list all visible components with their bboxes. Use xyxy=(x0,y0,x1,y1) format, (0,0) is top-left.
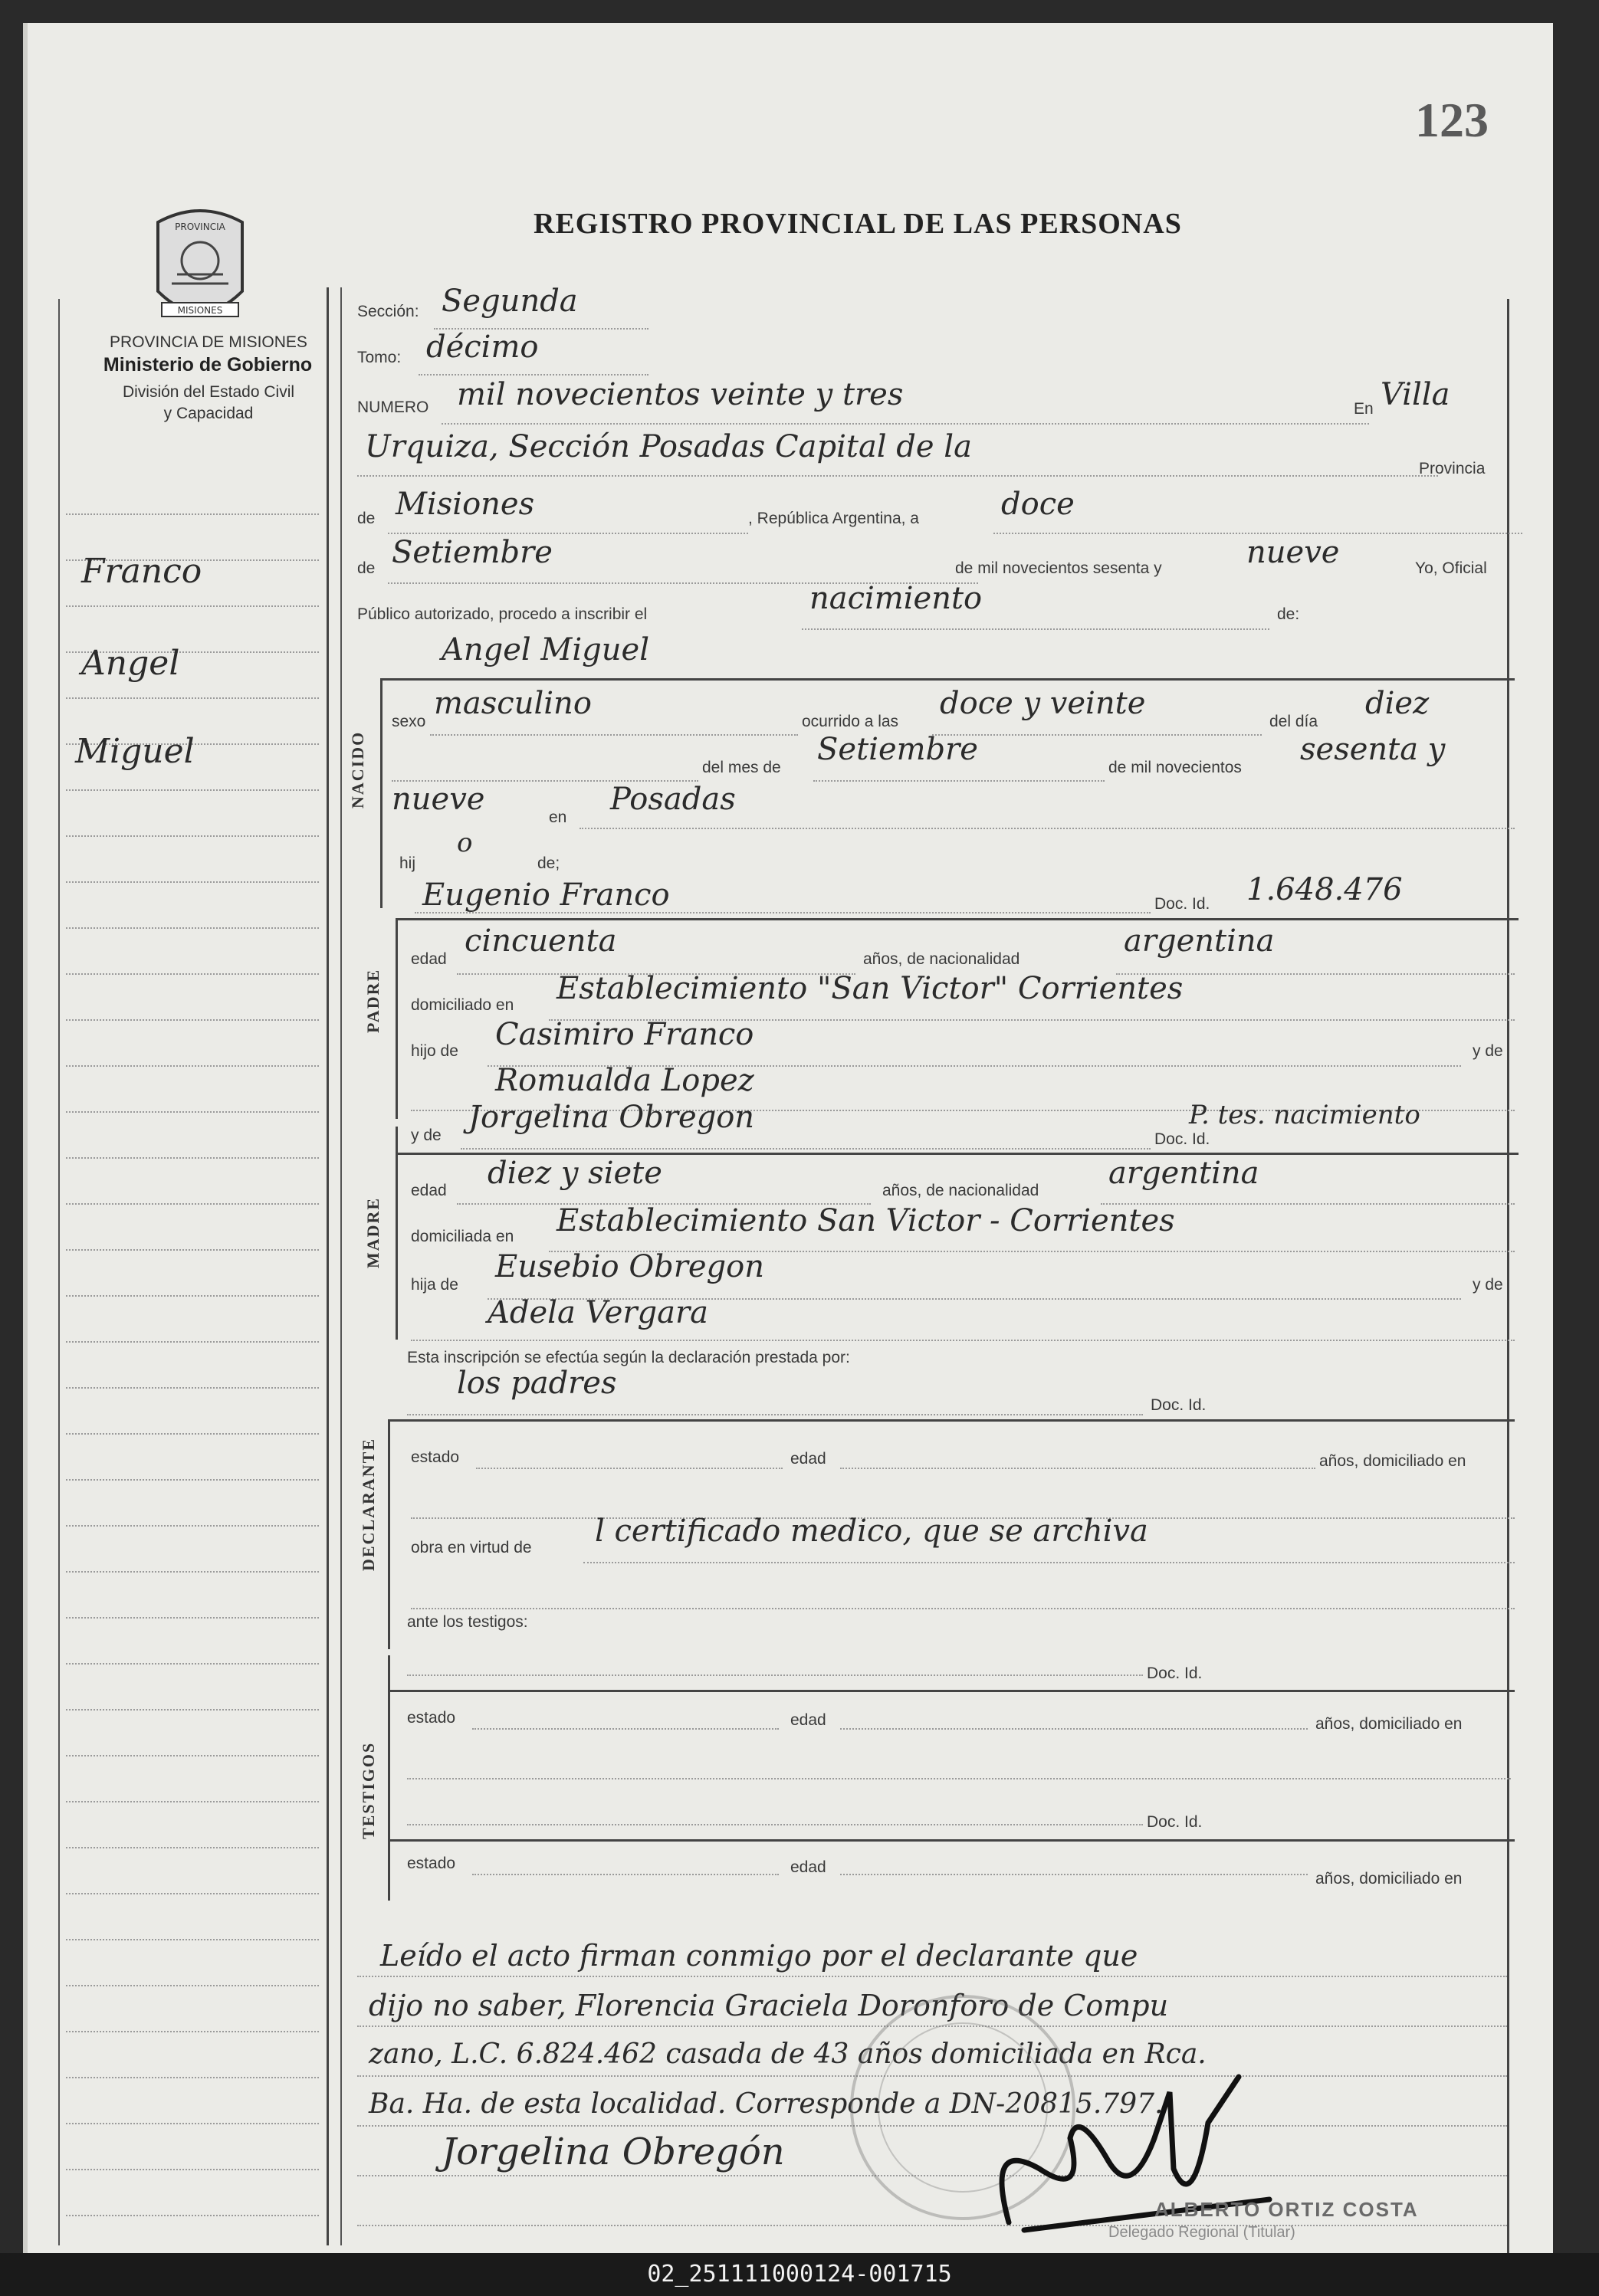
label-father-nac: años, de nacionalidad xyxy=(863,950,1020,968)
label-ocurrido: ocurrido a las xyxy=(802,713,899,730)
label-mother-hija: hija de xyxy=(411,1276,458,1294)
sidebar-name-1: Angel xyxy=(81,644,180,683)
madre-left-border xyxy=(396,1127,398,1340)
sidebar-ruled-line xyxy=(66,2215,319,2216)
signature-mother: Jorgelina Obregón xyxy=(442,2130,785,2173)
rule-mother-name xyxy=(461,1148,1151,1150)
label-father-doc: Doc. Id. xyxy=(1154,895,1210,913)
value-numero: mil novecientos veinte y tres xyxy=(457,377,904,412)
sidebar-ministry: Ministerio de Gobierno xyxy=(103,354,313,376)
sidebar-ruled-line xyxy=(66,697,319,699)
label-de-mil: de mil novecientos sesenta y xyxy=(955,559,1162,577)
label-mother-doc: Doc. Id. xyxy=(1154,1130,1210,1148)
value-month: Setiembre xyxy=(392,535,553,570)
mother-age: diez y siete xyxy=(488,1156,662,1191)
rule-tomo xyxy=(419,374,648,376)
label-de-2: de xyxy=(357,559,376,577)
sidebar-ruled-line xyxy=(66,1065,319,1067)
sidebar-ruled-line xyxy=(66,2031,319,2032)
sidebar-ruled-line xyxy=(66,513,319,515)
label-witness-2-estado: estado xyxy=(407,1855,456,1872)
rule-declarant-edad xyxy=(840,1468,1315,1469)
label-publico: Público autorizado, procedo a inscribir el xyxy=(357,605,648,623)
label-declarant-doc: Doc. Id. xyxy=(1151,1396,1207,1414)
closing-ruled-line xyxy=(357,1976,1507,1977)
declarante-left-border xyxy=(388,1419,390,1649)
rule-sex xyxy=(430,734,798,736)
label-father-dom: domiciliado en xyxy=(411,996,514,1014)
rule-declarant-by xyxy=(407,1414,1143,1415)
value-birth-day: diez xyxy=(1365,686,1430,721)
province-emblem xyxy=(143,199,258,337)
declarant-obra: l certificado medico, que se archiva xyxy=(595,1514,1148,1549)
label-hij: hij xyxy=(399,854,416,872)
value-day: doce xyxy=(1001,487,1075,522)
label-en: En xyxy=(1354,400,1374,418)
sidebar-ruled-line xyxy=(66,789,319,791)
rule-witness-2-edad xyxy=(840,1874,1308,1875)
sidebar-ruled-line xyxy=(66,1525,319,1527)
father-age: cincuenta xyxy=(465,923,617,959)
padre-top-line xyxy=(396,918,1519,920)
rule-obra xyxy=(583,1562,1515,1563)
mother-name: Jorgelina Obregon xyxy=(468,1100,755,1135)
value-hour: doce y veinte xyxy=(940,686,1146,721)
rule-declarant-estado xyxy=(476,1468,783,1469)
section-padre: PADRE xyxy=(363,968,383,1033)
rule-birth-place xyxy=(580,828,1515,829)
label-father-edad: edad xyxy=(411,950,447,968)
label-yo-oficial: Yo, Oficial xyxy=(1415,559,1487,577)
label-witness-2-dom: años, domiciliado en xyxy=(1315,1870,1463,1888)
rule-hour xyxy=(932,734,1262,736)
sidebar-division-1: División del Estado Civil xyxy=(122,383,295,401)
father-doc: 1.648.476 xyxy=(1246,872,1403,907)
rule-numero xyxy=(442,423,1369,425)
sidebar-name-2: Miguel xyxy=(75,732,195,771)
section-testigos: TESTIGOS xyxy=(359,1741,378,1839)
mother-parent-2: Adela Vergara xyxy=(488,1295,708,1330)
value-birth-year-2: nueve xyxy=(392,782,485,817)
testigos-mid-line xyxy=(388,1839,1515,1842)
label-father-y-de: y de xyxy=(1473,1042,1503,1060)
label-de-mil-nov: de mil novecientos xyxy=(1108,759,1242,776)
sidebar-ruled-line xyxy=(66,1709,319,1711)
value-hij-suffix: o xyxy=(457,828,473,858)
closing-line-1: Leído el acto firman conmigo por el declarante que xyxy=(380,1939,1138,1973)
sidebar-ruled-line xyxy=(66,927,319,929)
sidebar-ruled-line xyxy=(66,1111,319,1113)
closing-line-3: zano, L.C. 6.824.462 casada de 43 años domiciliada en Rca. xyxy=(369,2039,1207,2070)
sidebar-right-border xyxy=(327,287,329,2245)
sidebar-ruled-line xyxy=(66,1847,319,1848)
rule-birth-month xyxy=(813,780,1105,782)
value-seccion: Segunda xyxy=(442,284,578,319)
sidebar-ruled-line xyxy=(66,2077,319,2078)
father-name: Eugenio Franco xyxy=(422,877,670,913)
sidebar-ruled-line xyxy=(66,1893,319,1894)
mother-address: Establecimiento San Victor - Corrientes xyxy=(557,1203,1175,1238)
sidebar-ruled-line xyxy=(66,1479,319,1481)
label-father-hijo: hijo de xyxy=(411,1042,458,1060)
sidebar-ruled-line xyxy=(66,1571,319,1573)
value-place: Urquiza, Sección Posadas Capital de la xyxy=(365,429,972,464)
mother-nationality: argentina xyxy=(1108,1156,1259,1191)
father-parent-1: Casimiro Franco xyxy=(495,1017,754,1052)
sidebar-divider xyxy=(58,299,60,2245)
emblem-bottom-text: MISIONES xyxy=(177,305,223,316)
label-numero: NUMERO xyxy=(357,399,429,416)
label-declarant-edad: edad xyxy=(790,1450,826,1468)
section-nacido: NACIDO xyxy=(348,730,367,809)
sidebar-ruled-line xyxy=(66,2169,319,2170)
sidebar-ruled-line xyxy=(66,1939,319,1940)
rule-mother-parent-2 xyxy=(411,1340,1515,1341)
testigos-top-line xyxy=(388,1690,1515,1692)
sidebar-ruled-line xyxy=(66,881,319,883)
label-witness-2-edad: edad xyxy=(790,1858,826,1876)
sidebar-ruled-line xyxy=(66,973,319,975)
label-obra: obra en virtud de xyxy=(411,1539,532,1556)
rule-witness-1-name xyxy=(407,1674,1143,1676)
page-number: 123 xyxy=(1415,93,1489,147)
label-witness-1-dom: años, domiciliado en xyxy=(1315,1715,1463,1733)
father-parent-2: Romualda Lopez xyxy=(495,1063,754,1098)
label-mother-nac: años, de nacionalidad xyxy=(882,1182,1039,1199)
madre-top-line xyxy=(396,1153,1519,1155)
label-mother-y-de: y de xyxy=(411,1127,442,1144)
label-witness-1-doc: Doc. Id. xyxy=(1147,1665,1203,1682)
mother-doc: P. tes. nacimiento xyxy=(1189,1100,1420,1130)
padre-left-border xyxy=(396,918,398,1119)
sidebar-ruled-line xyxy=(66,1985,319,1986)
rule-witness-1-dom xyxy=(407,1778,1511,1779)
label-del-dia: del día xyxy=(1269,713,1318,730)
sidebar-ruled-line xyxy=(66,1019,319,1021)
rule-province xyxy=(388,533,748,534)
label-mother-dom: domiciliada en xyxy=(411,1228,514,1245)
label-declarant-dom: años, domiciliado en xyxy=(1319,1452,1466,1470)
sidebar-ruled-line xyxy=(66,1801,319,1802)
label-de-colon: de: xyxy=(1277,605,1300,623)
rule-obra-2 xyxy=(411,1608,1515,1609)
label-mother-y-de-2: y de xyxy=(1473,1276,1503,1294)
sidebar-ruled-line xyxy=(66,1249,319,1251)
value-year-word: nueve xyxy=(1246,535,1340,570)
rule-witness-2-estado xyxy=(472,1874,779,1875)
sidebar-ruled-line xyxy=(66,835,319,837)
sidebar-ruled-line xyxy=(66,1157,319,1159)
official-name-stamp: ALBERTO ORTIZ COSTA xyxy=(1154,2198,1419,2221)
declarant-by: los padres xyxy=(457,1366,617,1401)
sidebar-ruled-line xyxy=(66,1295,319,1297)
sidebar-division-2: y Capacidad xyxy=(163,405,254,422)
label-declarant-estado: estado xyxy=(411,1448,460,1466)
label-en-lower: en xyxy=(549,809,567,826)
nacido-top-line xyxy=(380,678,1515,681)
declarante-top-line xyxy=(388,1419,1515,1422)
nacido-left-border xyxy=(380,678,383,908)
sidebar-ruled-line xyxy=(66,1341,319,1343)
value-sex: masculino xyxy=(434,686,592,721)
label-tomo: Tomo: xyxy=(357,349,402,366)
rule-witness-1-edad xyxy=(840,1728,1308,1730)
label-sexo: sexo xyxy=(392,713,426,730)
sidebar-ruled-line xyxy=(66,1617,319,1619)
label-del-mes: del mes de xyxy=(702,759,781,776)
value-act: nacimiento xyxy=(809,581,983,616)
sidebar-surname: Franco xyxy=(81,552,202,591)
label-esta-inscripcion: Esta inscripción se efectúa según la declaración prestada por: xyxy=(407,1349,850,1366)
sidebar-ruled-line xyxy=(66,1203,319,1205)
label-de-semi: de; xyxy=(537,854,560,872)
label-witness-1-estado: estado xyxy=(407,1709,456,1727)
section-declarante: DECLARANTE xyxy=(359,1437,378,1571)
label-witness-2-doc: Doc. Id. xyxy=(1147,1813,1203,1831)
rule-place xyxy=(357,475,1438,477)
form-right-border xyxy=(1507,299,1509,2253)
rule-witness-1-estado xyxy=(472,1728,779,1730)
father-address: Establecimiento "San Victor" Corrientes xyxy=(557,971,1184,1006)
label-witness-1-edad: edad xyxy=(790,1711,826,1729)
label-republica: , República Argentina, a xyxy=(748,510,919,527)
official-title-stamp: Delegado Regional (Titular) xyxy=(1108,2224,1295,2241)
value-birth-month: Setiembre xyxy=(817,732,978,767)
label-seccion: Sección: xyxy=(357,303,419,320)
rule-father-name xyxy=(415,912,1151,913)
value-en: Villa xyxy=(1381,377,1450,412)
father-nationality: argentina xyxy=(1124,923,1275,959)
form-inner-border xyxy=(340,287,342,2245)
value-child-name: Angel Miguel xyxy=(442,632,650,667)
label-mother-edad: edad xyxy=(411,1182,447,1199)
label-provincia: Provincia xyxy=(1419,460,1486,477)
sidebar-ruled-line xyxy=(66,605,319,607)
sidebar-province: PROVINCIA DE MISIONES xyxy=(110,333,307,351)
image-id-footer: 02_251111000124-001715 xyxy=(0,2253,1599,2296)
sidebar-ruled-line xyxy=(66,1755,319,1756)
sidebar-ruled-line xyxy=(66,1433,319,1435)
closing-line-4: Ba. Ha. de esta localidad. Corresponde a DN-20815.797. xyxy=(369,2088,1164,2120)
label-ante: ante los testigos: xyxy=(407,1613,528,1631)
register-page xyxy=(23,23,1553,2253)
emblem-top-text: PROVINCIA xyxy=(175,221,225,232)
closing-line-2: dijo no saber, Florencia Graciela Doronforo de Compu xyxy=(369,1989,1169,2022)
rule-act xyxy=(802,628,1269,630)
value-province: Misiones xyxy=(396,487,535,522)
sidebar-ruled-line xyxy=(66,2123,319,2124)
rule-day xyxy=(993,533,1522,534)
value-birth-place: Posadas xyxy=(610,782,736,817)
label-de-1: de xyxy=(357,510,376,527)
sidebar-ruled-line xyxy=(66,1663,319,1665)
value-birth-year: sesenta y xyxy=(1300,732,1446,767)
mother-parent-1: Eusebio Obregon xyxy=(495,1249,764,1284)
rule-witness-2-name xyxy=(407,1824,1143,1825)
section-madre: MADRE xyxy=(363,1196,383,1268)
value-tomo: décimo xyxy=(426,330,539,365)
testigos-left-border xyxy=(388,1655,390,1901)
sidebar-ruled-line xyxy=(66,1387,319,1389)
page-title: REGISTRO PROVINCIAL DE LAS PERSONAS xyxy=(534,208,1182,240)
